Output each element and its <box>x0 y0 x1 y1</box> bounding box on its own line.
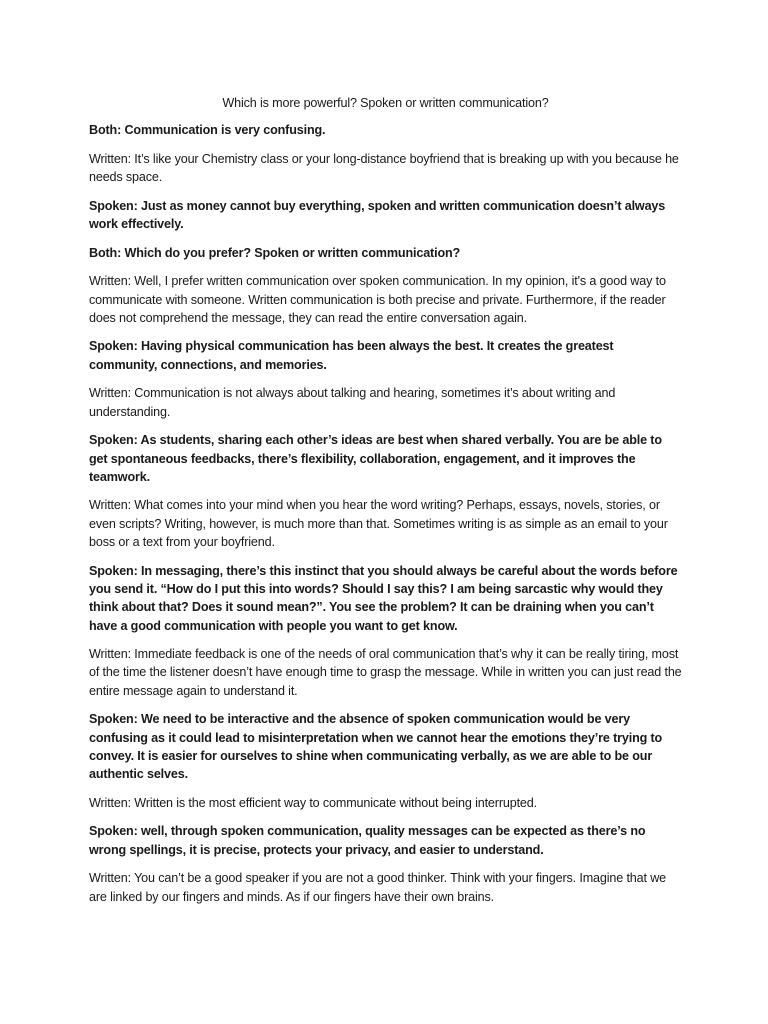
document-title: Which is more powerful? Spoken or written communication? <box>222 96 549 110</box>
dialogue-paragraph: Written: It’s like your Chemistry class or your long-distance boyfriend that is breaking up with you because he needs space. <box>89 151 679 185</box>
dialogue-paragraph: Both: Communication is very confusing. <box>89 123 326 138</box>
dialogue-paragraph: Spoken: As students, sharing each other’s ideas are best when shared verbally. You are be able to get spontaneous feedbacks, there’s flexibility, collaboration, engagement, and it improves the teamwork. <box>89 433 662 484</box>
dialogue-paragraph: Spoken: Having physical communication has been always the best. It creates the greatest community, connections, and memories. <box>89 339 614 372</box>
dialogue-body <box>89 121 682 906</box>
dialogue-paragraph: Spoken: We need to be interactive and the absence of spoken communication would be very confusing as it could lead to misinterpretation when we cannot hear the emotions they’re trying to convey. It is easier for ourselves to shine when communicating verbally, as we are able to be our authentic selves. <box>89 712 663 782</box>
dialogue-paragraph: Both: Which do you prefer? Spoken or written communication? <box>89 245 461 260</box>
dialogue-paragraph: Written: Well, I prefer written communication over spoken communication. In my opinion, it's a good way to communicate with someone. Written communication is both precise and private. Furthermore, if the reader does not comprehend the message, they can read the entire conversation again. <box>89 274 666 325</box>
dialogue-paragraph: Spoken: In messaging, there’s this instinct that you should always be careful about the words before you send it. “How do I put this into words? Should I say this? I am being sarcastic why would they think about that? Does it sound mean?”. You see the problem? It can be draining when you can’t have a good communication with people you want to get know. <box>89 563 678 633</box>
dialogue-paragraph: Spoken: Just as money cannot buy everything, spoken and written communication doesn’t always work effectively. <box>89 198 666 232</box>
dialogue-paragraph: Written: Written is the most efficient way to communicate without being interrupted. <box>89 795 537 810</box>
dialogue-paragraph: Written: You can’t be a good speaker if you are not a good thinker. Think with your fingers. Imagine that we are linked by our fingers and minds. As if our fingers have their own brains. <box>89 871 666 904</box>
dialogue-paragraph: Written: Immediate feedback is one of the needs of oral communication that’s why it can be really tiring, most of the time the listener doesn’t have enough time to grasp the message. While in written you can just read the entire message again to understand it. <box>89 647 682 698</box>
dialogue-paragraph: Written: Communication is not always about talking and hearing, sometimes it’s about writing and understanding. <box>89 386 616 419</box>
dialogue-paragraph: Written: What comes into your mind when you hear the word writing? Perhaps, essays, novels, stories, or even scripts? Writing, however, is much more than that. Sometimes writing is as simple as an email to your boss or a text from your boyfriend. <box>89 498 668 550</box>
dialogue-paragraph: Spoken: well, through spoken communication, quality messages can be expected as there’s no wrong spellings, it is precise, protects your privacy, and easier to understand. <box>89 824 646 857</box>
